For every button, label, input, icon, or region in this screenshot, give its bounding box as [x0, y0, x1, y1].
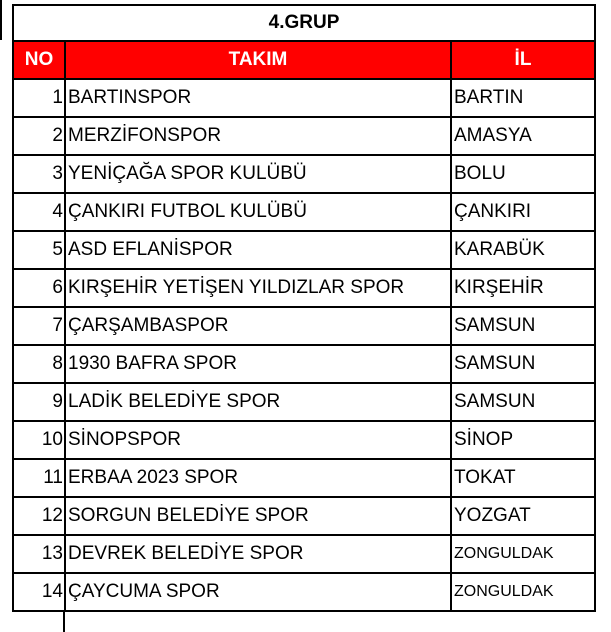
- row-team-cell[interactable]: 1930 BAFRA SPOR: [65, 345, 451, 383]
- row-city-cell[interactable]: TOKAT: [451, 459, 595, 497]
- table-row: [13, 79, 595, 117]
- table-row: [13, 535, 595, 573]
- row-team-cell[interactable]: ÇARŞAMBASPOR: [65, 307, 451, 345]
- row-city-cell[interactable]: SAMSUN: [451, 307, 595, 345]
- sheet-gridline-bottom: [63, 610, 65, 632]
- row-city-cell[interactable]: KIRŞEHİR: [451, 269, 595, 307]
- row-city-cell[interactable]: KARABÜK: [451, 231, 595, 269]
- row-team-cell[interactable]: BARTINSPOR: [65, 79, 451, 117]
- group-title[interactable]: 4.GRUP: [13, 5, 595, 41]
- row-team-cell[interactable]: ASD EFLANİSPOR: [65, 231, 451, 269]
- row-no-cell[interactable]: 1: [13, 79, 65, 117]
- row-no-cell[interactable]: 5: [13, 231, 65, 269]
- row-no-cell[interactable]: 11: [13, 459, 65, 497]
- row-no-cell[interactable]: 13: [13, 535, 65, 573]
- table-row: [13, 573, 595, 611]
- row-no-cell[interactable]: 2: [13, 117, 65, 155]
- row-city-cell[interactable]: BARTIN: [451, 79, 595, 117]
- table-row: [13, 345, 595, 383]
- team-rows: [13, 79, 595, 611]
- row-no-cell[interactable]: 10: [13, 421, 65, 459]
- table-row: [13, 231, 595, 269]
- table-row: [13, 117, 595, 155]
- header-team[interactable]: TAKIM: [65, 41, 451, 79]
- sheet-gridline-left: [0, 0, 2, 40]
- row-city-cell[interactable]: AMASYA: [451, 117, 595, 155]
- row-city-cell[interactable]: BOLU: [451, 155, 595, 193]
- row-city-cell[interactable]: ZONGULDAK: [451, 573, 595, 611]
- row-team-cell[interactable]: ÇAYCUMA SPOR: [65, 573, 451, 611]
- row-no-cell[interactable]: 9: [13, 383, 65, 421]
- row-no-cell[interactable]: 7: [13, 307, 65, 345]
- row-team-cell[interactable]: MERZİFONSPOR: [65, 117, 451, 155]
- row-no-cell[interactable]: 12: [13, 497, 65, 535]
- table-row: [13, 497, 595, 535]
- row-team-cell[interactable]: SİNOPSPOR: [65, 421, 451, 459]
- row-team-cell[interactable]: ÇANKIRI FUTBOL KULÜBÜ: [65, 193, 451, 231]
- row-team-cell[interactable]: ERBAA 2023 SPOR: [65, 459, 451, 497]
- table-row: [13, 383, 595, 421]
- table-row: [13, 421, 595, 459]
- table-row: [13, 459, 595, 497]
- row-city-cell[interactable]: SAMSUN: [451, 383, 595, 421]
- row-city-cell[interactable]: ÇANKIRI: [451, 193, 595, 231]
- row-city-cell[interactable]: SİNOP: [451, 421, 595, 459]
- row-team-cell[interactable]: KIRŞEHİR YETİŞEN YILDIZLAR SPOR: [65, 269, 451, 307]
- header-city[interactable]: İL: [451, 41, 595, 79]
- row-no-cell[interactable]: 6: [13, 269, 65, 307]
- row-team-cell[interactable]: LADİK BELEDİYE SPOR: [65, 383, 451, 421]
- row-no-cell[interactable]: 3: [13, 155, 65, 193]
- row-team-cell[interactable]: DEVREK BELEDİYE SPOR: [65, 535, 451, 573]
- row-no-cell[interactable]: 14: [13, 573, 65, 611]
- row-no-cell[interactable]: 8: [13, 345, 65, 383]
- row-city-cell[interactable]: SAMSUN: [451, 345, 595, 383]
- row-team-cell[interactable]: SORGUN BELEDİYE SPOR: [65, 497, 451, 535]
- row-city-cell[interactable]: ZONGULDAK: [451, 535, 595, 573]
- table-row: [13, 193, 595, 231]
- row-city-cell[interactable]: YOZGAT: [451, 497, 595, 535]
- row-no-cell[interactable]: 4: [13, 193, 65, 231]
- group-table: [12, 4, 596, 612]
- table-row: [13, 269, 595, 307]
- table-row: [13, 155, 595, 193]
- header-no[interactable]: NO: [13, 41, 65, 79]
- row-team-cell[interactable]: YENİÇAĞA SPOR KULÜBÜ: [65, 155, 451, 193]
- table-row: [13, 307, 595, 345]
